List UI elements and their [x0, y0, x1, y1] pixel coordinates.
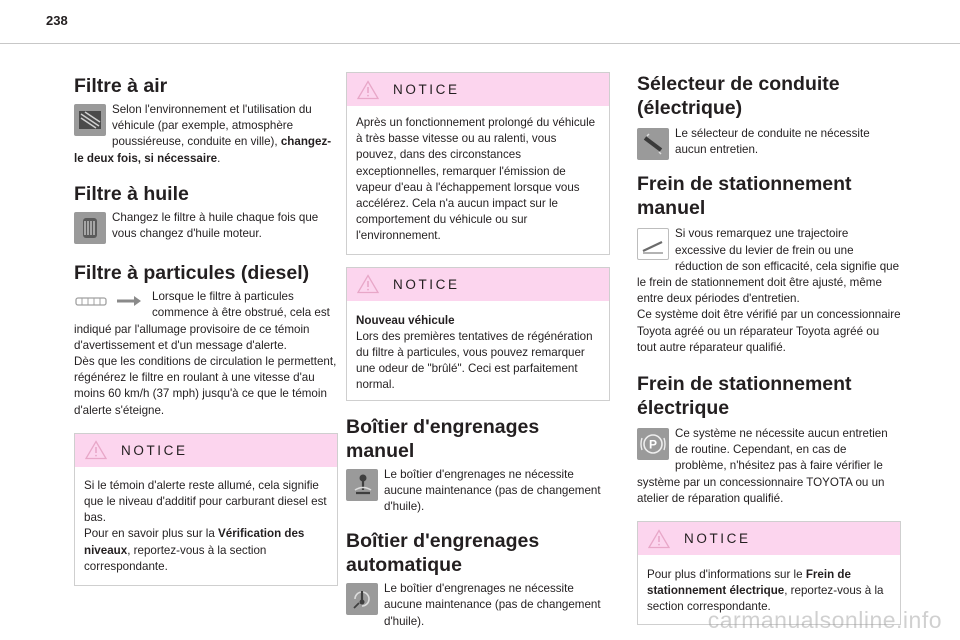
electric-parking-brake-icon	[637, 428, 669, 460]
particle-filter-warning-icon	[74, 291, 108, 311]
electric-parking-brake-heading: Frein de stationnement électrique	[637, 373, 852, 420]
notice-body	[75, 467, 337, 585]
automatic-gearbox-icon	[346, 583, 378, 615]
notice-header	[347, 268, 609, 301]
manual-gearbox-section	[346, 467, 610, 516]
header-divider	[0, 43, 960, 44]
air-filter-end: .	[217, 151, 221, 165]
oil-filter-heading: Filtre à huile	[74, 182, 189, 205]
column-1	[74, 72, 338, 586]
oil-filter-icon	[74, 212, 106, 244]
warning-triangle-icon	[85, 440, 107, 460]
column-3	[637, 72, 901, 625]
particle-filter-section	[74, 289, 338, 419]
manual-parking-brake-text-2: Ce système doit être vérifié par un concessionnaire Toyota agréé ou un réparateur Toyota agréé ou tout autre réparateur qualifié.	[637, 308, 901, 354]
warning-triangle-icon	[357, 80, 379, 100]
manual-gearbox-text: Le boîtier d'engrenages ne nécessite aucune maintenance (pas de changement d'huile).	[384, 467, 601, 514]
particle-filter-heading: Filtre à particules (diesel)	[74, 262, 310, 285]
page-number: 238	[46, 13, 68, 28]
drive-selector-heading: Sélecteur de conduite (électrique)	[637, 73, 840, 119]
notice-new-vehicle-text: Lors des premières tentatives de régénération du filtre à particules, vous pouvez remarquer une odeur de "brûlé". Ceci est parfaitement normal.	[356, 329, 593, 392]
warning-triangle-icon	[648, 529, 670, 549]
parking-brake-lever-icon	[637, 228, 669, 260]
manual-parking-brake-section	[637, 226, 901, 356]
notice-title: NOTICE	[121, 442, 188, 458]
notice-additive-text-1: Si le témoin d'alerte reste allumé, cela signifie que le niveau d'additif pour carburant diesel est bas.	[84, 478, 327, 525]
particle-filter-icons	[74, 291, 144, 311]
notice-box-additive	[74, 433, 338, 586]
notice-title: NOTICE	[393, 276, 460, 292]
particle-filter-text-2: Dès que les conditions de circulation le permettent, régénérez le filtre en roulant à une vitesse d'au moins 60 km/h (37 mph) jusqu'à ce que le témoin d'alerte s'éteigne.	[74, 355, 337, 417]
notice-title: NOTICE	[684, 531, 751, 547]
notice-box-vapour	[346, 72, 610, 255]
watermark: carmanualsonline.info	[707, 607, 942, 633]
drive-selector-icon	[637, 128, 669, 160]
svg-text:P: P	[648, 437, 658, 452]
column-2	[346, 72, 610, 630]
automatic-gearbox-heading: Boîtier d'engrenages automatique	[346, 530, 540, 577]
notice-body	[347, 106, 609, 254]
automatic-gearbox-section	[346, 581, 610, 630]
notice-new-vehicle-bold: Nouveau véhicule	[356, 313, 455, 327]
automatic-gearbox-text: Le boîtier d'engrenages ne nécessite aucune maintenance (pas de changement d'huile).	[384, 582, 601, 628]
oil-filter-section	[74, 210, 338, 242]
manual-gearbox-icon	[346, 469, 378, 501]
air-filter-icon	[74, 104, 106, 136]
air-filter-bold: changez-le deux fois, si nécessaire	[74, 135, 332, 165]
notice-header	[75, 434, 337, 467]
electric-parking-brake-text: Ce système ne nécessite aucun entretien de routine. Cependant, en cas de problème, n'hésitez pas à faire vérifier le système par un concessionnaire TOYOTA ou un atelier de réparation qualifié.	[637, 427, 888, 505]
manual-parking-brake-text-1: Si vous remarquez une trajectoire excessive du levier de frein ou une réduction de son efficacité, cela signifie que le frein de stationnement doit être ajusté, même entre deux périodes d'entretien.	[637, 227, 900, 306]
notice-vapour-text: Après un fonctionnement prolongé du véhicule à très basse vitesse ou au ralenti, vous pouvez, dans des circonstances exceptionnelles, remarquer l'émission de vapeur d'eau à l'échappement lorsque vous accélérez. Cela n'a aucun impact sur le comportement du véhicule ou sur l'environnement.	[356, 116, 596, 243]
notice-title: NOTICE	[393, 82, 460, 97]
notice-body	[347, 301, 609, 400]
wrench-icon	[114, 291, 144, 311]
drive-selector-section	[637, 126, 901, 158]
manual-parking-brake-heading: Frein de stationnement manuel	[637, 173, 852, 220]
notice-electric-brake-text: Pour plus d'informations sur le Frein de stationnement électrique, reportez-vous à la section correspondante.	[647, 568, 884, 614]
electric-parking-brake-section	[637, 426, 901, 507]
drive-selector-text: Le sélecteur de conduite ne nécessite aucun entretien.	[675, 127, 870, 157]
particle-filter-text-1: Lorsque le filtre à particules commence à être obstrué, cela est indiqué par l'allumage provisoire de ce témoin d'avertissement et d'un message d'alerte.	[74, 290, 330, 352]
manual-gearbox-heading: Boîtier d'engrenages manuel	[346, 415, 540, 462]
notice-additive-text-2: Pour en savoir plus sur la Vérification des niveaux, reportez-vous à la section correspondante.	[84, 527, 305, 573]
notice-header	[638, 522, 900, 555]
air-filter-text: Selon l'environnement et l'utilisation du véhicule (par exemple, atmosphère poussiéreuse, conduite en ville),	[112, 103, 312, 149]
warning-triangle-icon	[357, 274, 379, 294]
notice-header	[347, 73, 609, 106]
air-filter-heading: Filtre à air	[74, 75, 168, 97]
oil-filter-text: Changez le filtre à huile chaque fois que vous changez d'huile moteur.	[112, 210, 319, 241]
notice-box-new-vehicle	[346, 267, 610, 401]
air-filter-section	[74, 102, 338, 167]
